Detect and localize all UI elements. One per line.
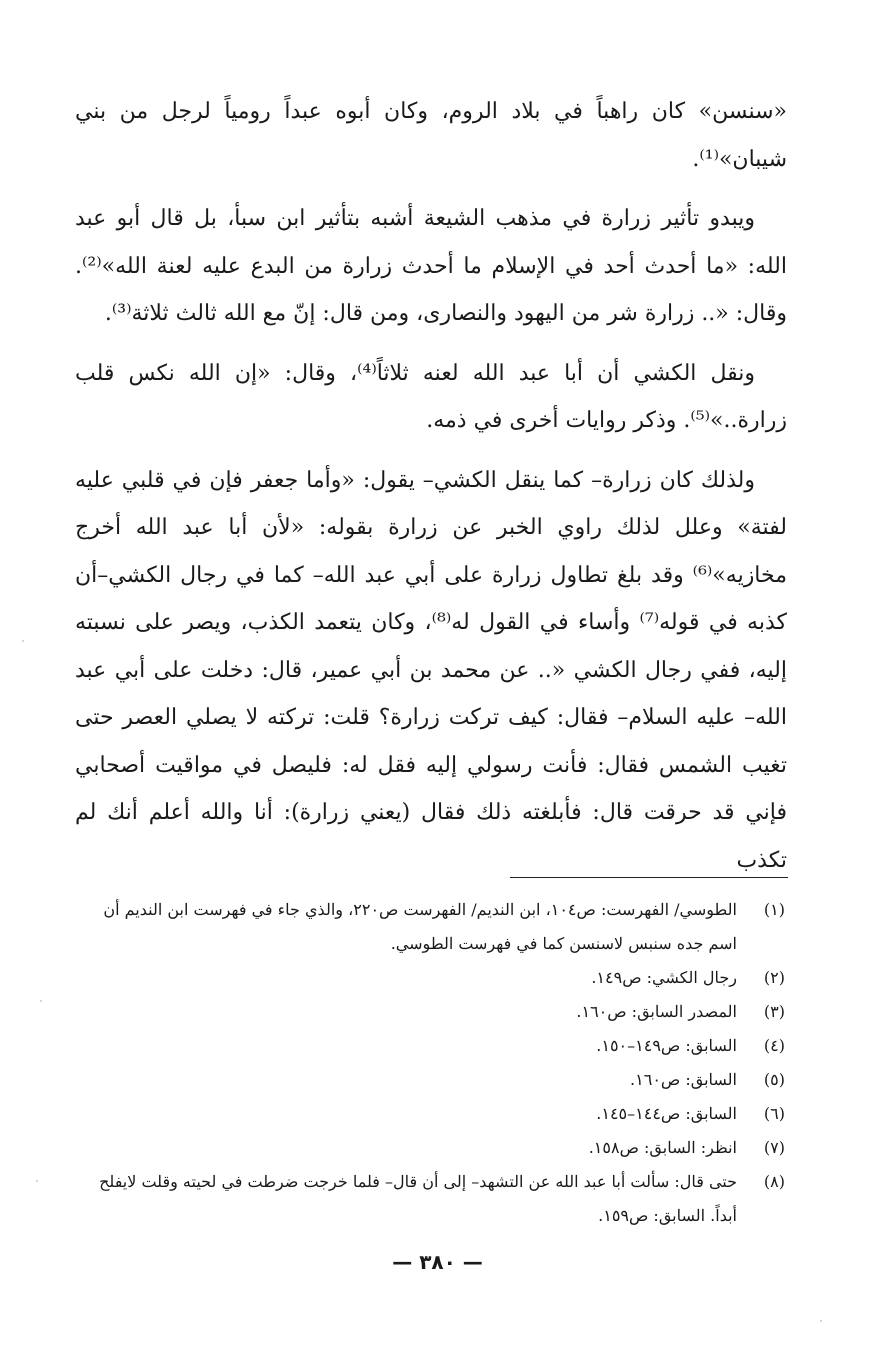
page-number: — ٣٨٠ — [392, 1250, 483, 1274]
footnote-text: الطوسي/ الفهرست: ص١٠٤، ابن النديم/ الفهرست ص٢٢٠، والذي جاء في فهرست ابن النديم أن اسم جده سنبس لاسنسن كما في فهرست الطوسي. [103, 900, 737, 953]
footnote-number: (٧) [763, 1138, 785, 1157]
paragraph [75, 457, 787, 885]
paragraph-text: ولذلك كان زرارة– كما ينقل الكشي– يقول: «وأما جعفر فإن في قلبي عليه لفتة» وعلل لذلك راوي الخبر عن زرارة بقوله: «لأن أبا عبد الله أخرج مخازيه»⁽⁶⁾ وقد بلغ تطاول زرارة على أبي عبد الله– كما في رجال الكشي–أن كذبه في قوله⁽⁷⁾ وأساء في القول له⁽⁸⁾، وكان يتعمد الكذب، ويصر على نسبته إليه، ففي رجال الكشي «.. عن محمد بن أبي عمير، قال: دخلت على أبي عبد الله– عليه السلام– فقال: كيف تركت زرارة؟ قلت: تركته لا يصلي العصر حتى تغيب الشمس فقال: فأنت رسولي إليه فقل له: فليصل في مواقيت أصحابي فإني قد حرقت قال: فأبلغته ذلك فقال (يعني زرارة): أنا والله أعلم أنك لم تكذب [75, 467, 788, 873]
footnote [75, 1063, 785, 1097]
paragraph [75, 350, 787, 445]
paragraph-text: ونقل الكشي أن أبا عبد الله لعنه ثلاثاً⁽⁴⁾، وقال: «إن الله نكس قلب زرارة..»⁽⁵⁾. وذكر روايات أخرى في ذمه. [75, 360, 787, 433]
footnote [75, 1165, 785, 1233]
footnote-number: (١) [763, 900, 785, 919]
scan-speck [36, 1180, 38, 1182]
footnote-text: السابق: ص١٤٤–١٤٥. [596, 1104, 737, 1123]
footnote-number: (٤) [763, 1036, 785, 1055]
scan-speck [820, 1320, 822, 1322]
footnote-number: (٢) [763, 968, 785, 987]
footnote [75, 1097, 785, 1131]
footnote-text: المصدر السابق: ص١٦٠. [576, 1002, 737, 1021]
scan-speck [22, 640, 24, 642]
paragraph-text: ويبدو تأثير زرارة في مذهب الشيعة أشبه بتأثير ابن سبأ، بل قال أبو عبد الله: «ما أحدث أحد في الإسلام ما أحدث زرارة من البدع عليه لعنة الله»⁽²⁾. وقال: «.. زرارة شر من اليهود والنصارى، ومن قال: إنّ مع الله ثالث ثلاثة⁽³⁾. [75, 206, 787, 326]
footnotes-list [75, 893, 785, 1233]
footnote-number: (٥) [763, 1070, 785, 1089]
footnote [75, 961, 785, 995]
footnote [75, 995, 785, 1029]
paragraph-text: «سنسن» كان راهباً في بلاد الروم، وكان أبوه عبداً رومياً لرجل من بني شيبان»⁽¹⁾. [75, 99, 787, 172]
footnote-number: (٨) [763, 1172, 785, 1191]
paragraph [75, 195, 787, 338]
main-text [75, 88, 787, 896]
footnote-text: حتى قال: سألت أبا عبد الله عن التشهد– إلى أن قال– فلما خرجت ضرطت في لحيته وقلت لايفلح أبداً. السابق: ص١٥٩. [99, 1172, 737, 1225]
footnote-text: رجال الكشي: ص١٤٩. [591, 968, 737, 987]
scan-speck [40, 1000, 42, 1002]
footnote-number: (٦) [763, 1104, 785, 1123]
footnote-text: انظر: السابق: ص١٥٨. [588, 1138, 737, 1157]
footnote-text: السابق: ص١٦٠. [630, 1070, 737, 1089]
footnote-text: السابق: ص١٤٩–١٥٠. [596, 1036, 737, 1055]
footnote-separator [510, 877, 788, 878]
paragraph [75, 88, 787, 183]
footnote-number: (٣) [763, 1002, 785, 1021]
footnote [75, 893, 785, 961]
footnote [75, 1131, 785, 1165]
footnote [75, 1029, 785, 1063]
